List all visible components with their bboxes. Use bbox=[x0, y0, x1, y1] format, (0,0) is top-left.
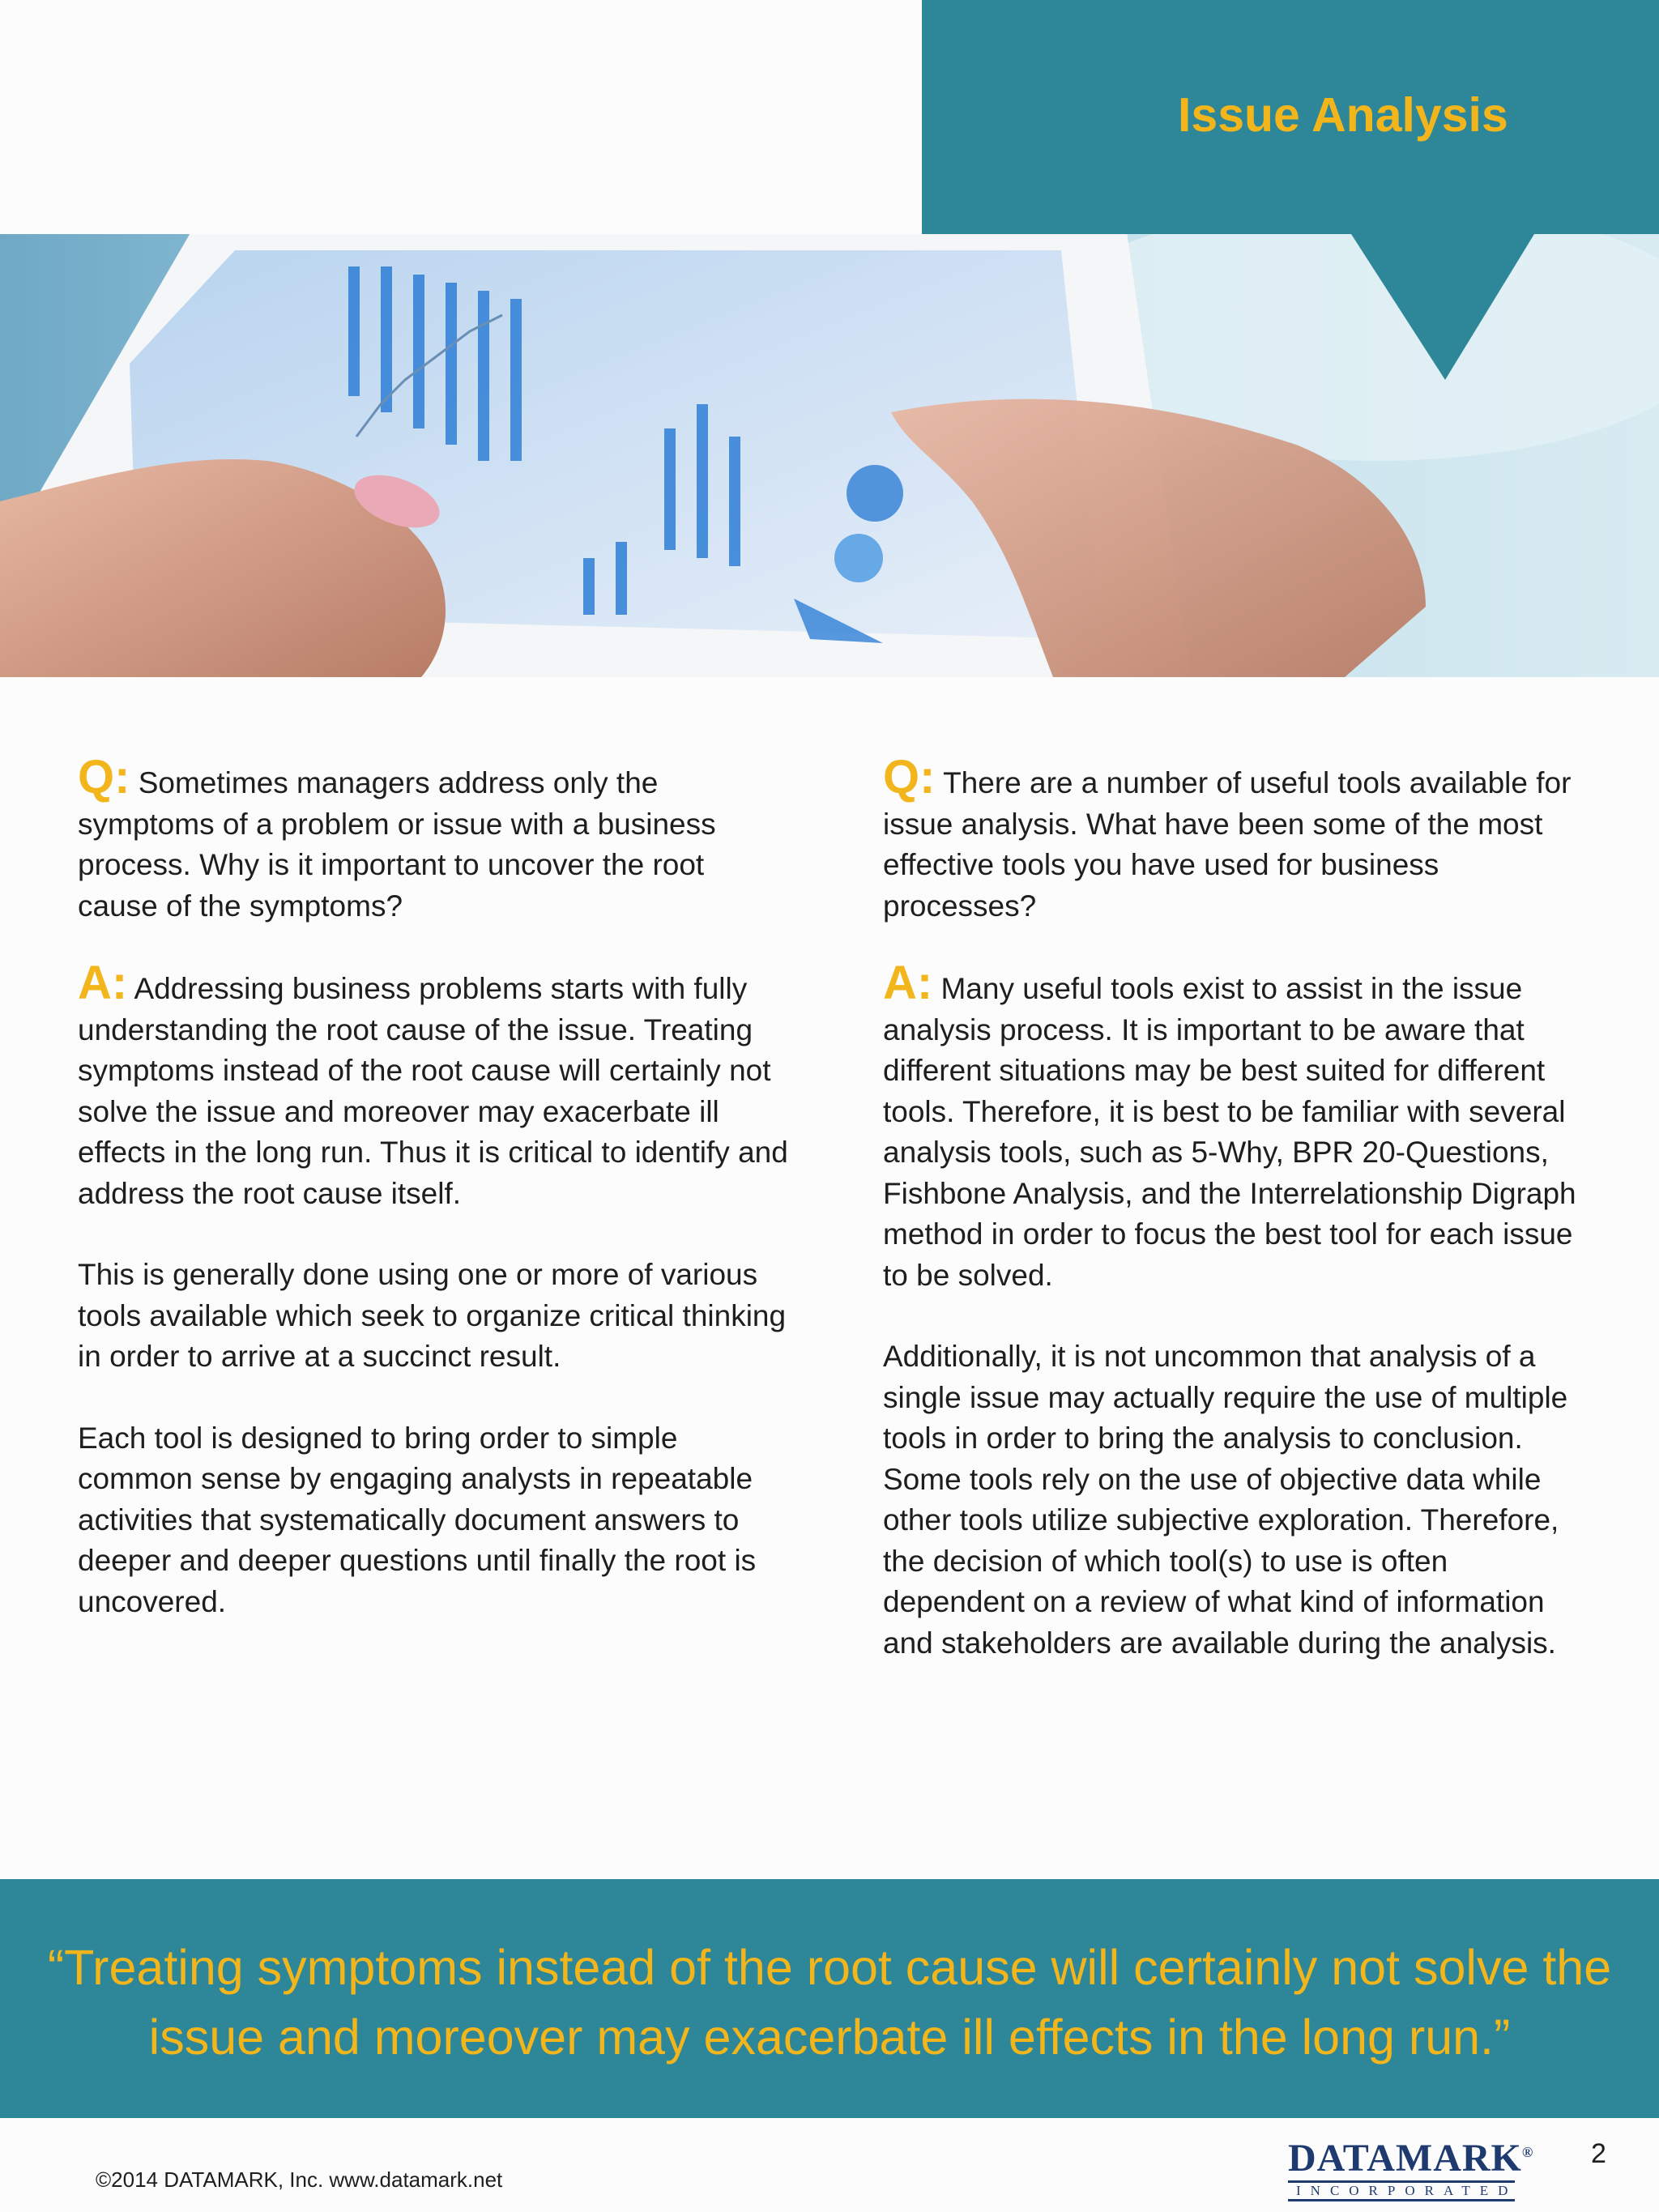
copyright-text: ©2014 DATAMARK, Inc. www.datamark.net bbox=[96, 2167, 503, 2192]
body-paragraph: Each tool is designed to bring order to simple common sense by engaging analysts in repeatable activities that systematically document answers to deeper and deeper questions until finally the root is uncovered. bbox=[78, 1421, 757, 1618]
answer-text: Many useful tools exist to assist in the issue analysis process. It is important to be aware that different situations may be best suited for different tools. Therefore, it is best to be familiar with several analysis tools, such as 5-Why, BPR 20-Questions, Fishbone Analysis, and the Interrelationship Digraph method in order to focus the best tool for each issue to be solved. bbox=[883, 972, 1576, 1292]
answer-text: Addressing business problems starts with fully understanding the root cause of the issue. Treating symptoms instead of the root cause will certainly not solve the issue and moreover may exacerbate ill effects in the long run. Thus it is critical to identify and address the root cause itself. bbox=[78, 972, 788, 1210]
body-paragraph: Additionally, it is not uncommon that analysis of a single issue may actually require the use of multiple tools in order to bring the analysis to conclusion. Some tools rely on the use of objective data while other tools utilize subjective exploration. Therefore, the decision of which tool(s) to use is often dependent on a review of what kind of information and stakeholders are available during the analysis. bbox=[883, 1340, 1568, 1660]
pull-quote: “Treating symptoms instead of the root cause will certainly not solve the issue and moreover may exacerbate ill effects in the long run.” bbox=[47, 1940, 1612, 2065]
logo-wordmark: DATAMARK® bbox=[1288, 2137, 1534, 2180]
page-title: Issue Analysis bbox=[1178, 88, 1508, 142]
question-marker: Q: bbox=[883, 751, 936, 803]
body-paragraph: This is generally done using one or more of various tools available which seek to organize critical thinking in order to arrive at a succinct result. bbox=[78, 1258, 787, 1373]
hero-image bbox=[0, 234, 1659, 677]
answer-marker: A: bbox=[78, 957, 128, 1009]
title-pointer bbox=[0, 234, 1659, 677]
datamark-logo bbox=[1288, 2133, 1534, 2201]
logo-subtitle: INCORPORATED bbox=[1288, 2180, 1515, 2201]
answer-block bbox=[883, 957, 1596, 1296]
question-marker: Q: bbox=[78, 751, 130, 803]
right-column bbox=[883, 751, 1596, 1704]
answer-block bbox=[78, 957, 791, 1214]
left-column bbox=[78, 751, 791, 1663]
page-number: 2 bbox=[1591, 2138, 1606, 2169]
question-block bbox=[883, 751, 1596, 927]
question-text: There are a number of useful tools available for issue analysis. What have been some of the most effective tools you have used for business processes? bbox=[883, 766, 1572, 923]
question-block bbox=[78, 751, 791, 927]
question-text: Sometimes managers address only the symptoms of a problem or issue with a business process. Why is it important to uncover the root cause of the symptoms? bbox=[78, 766, 716, 923]
answer-marker: A: bbox=[883, 957, 933, 1009]
